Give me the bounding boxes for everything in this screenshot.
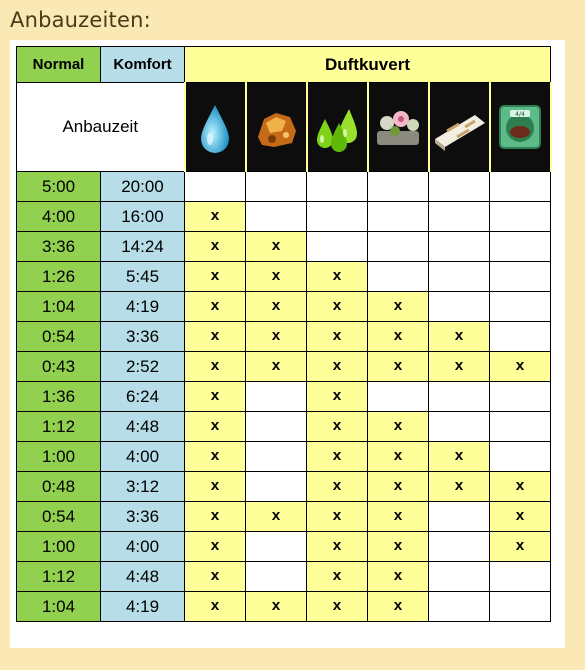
mark-cell: x (307, 502, 368, 532)
empty-cell (429, 562, 490, 592)
empty-cell (246, 202, 307, 232)
cultivation-time-table (16, 46, 552, 622)
empty-cell (490, 292, 551, 322)
normal-time-cell: 0:54 (17, 322, 101, 352)
mark-cell: x (185, 292, 246, 322)
empty-cell (246, 532, 307, 562)
mark-cell: x (246, 592, 307, 622)
mark-cell: x (307, 292, 368, 322)
empty-cell (490, 202, 551, 232)
mark-cell: x (368, 412, 429, 442)
normal-time-cell: 0:54 (17, 502, 101, 532)
normal-time-cell: 0:43 (17, 352, 101, 382)
normal-time-cell: 1:00 (17, 442, 101, 472)
mark-cell: x (185, 382, 246, 412)
table-row (17, 502, 551, 532)
normal-time-cell: 1:36 (17, 382, 101, 412)
empty-cell (246, 382, 307, 412)
mark-cell: x (185, 352, 246, 382)
wrapped-parcel-icon (429, 83, 490, 172)
empty-cell (490, 382, 551, 412)
mark-cell: x (307, 472, 368, 502)
column-header-komfort: Komfort (101, 47, 185, 83)
mark-cell: x (246, 292, 307, 322)
mark-cell: x (185, 592, 246, 622)
empty-cell (307, 232, 368, 262)
mark-cell: x (490, 502, 551, 532)
normal-time-cell: 3:36 (17, 232, 101, 262)
mark-cell: x (307, 442, 368, 472)
empty-cell (490, 592, 551, 622)
empty-cell (429, 382, 490, 412)
empty-cell (429, 202, 490, 232)
table-row (17, 412, 551, 442)
mark-cell: x (490, 532, 551, 562)
mark-cell: x (185, 322, 246, 352)
empty-cell (185, 172, 246, 202)
mark-cell: x (185, 532, 246, 562)
row-label-anbauzeit: Anbauzeit (17, 83, 185, 172)
table-row (17, 562, 551, 592)
mark-cell: x (246, 322, 307, 352)
table-row (17, 232, 551, 262)
komfort-time-cell: 16:00 (101, 202, 185, 232)
empty-cell (368, 382, 429, 412)
empty-cell (246, 442, 307, 472)
flower-arrangement-icon (368, 83, 429, 172)
empty-cell (246, 412, 307, 442)
empty-cell (490, 322, 551, 352)
mark-cell: x (185, 502, 246, 532)
normal-time-cell: 1:12 (17, 562, 101, 592)
mark-cell: x (307, 382, 368, 412)
empty-cell (429, 292, 490, 322)
empty-cell (246, 562, 307, 592)
komfort-time-cell: 4:48 (101, 412, 185, 442)
gift-badge-label: 4/4 (515, 111, 525, 118)
water-drop-icon (185, 83, 246, 172)
komfort-time-cell: 4:00 (101, 442, 185, 472)
mark-cell: x (307, 262, 368, 292)
mark-cell: x (246, 232, 307, 262)
empty-cell (490, 262, 551, 292)
normal-time-cell: 1:04 (17, 592, 101, 622)
table-row (17, 442, 551, 472)
mark-cell: x (185, 412, 246, 442)
column-header-duftkuvert: Duftkuvert (185, 47, 551, 83)
mark-cell: x (307, 352, 368, 382)
mark-cell: x (246, 262, 307, 292)
mark-cell: x (429, 472, 490, 502)
empty-cell (429, 262, 490, 292)
mark-cell: x (185, 442, 246, 472)
normal-time-cell: 1:12 (17, 412, 101, 442)
mark-cell: x (185, 262, 246, 292)
table-row (17, 292, 551, 322)
komfort-time-cell: 5:45 (101, 262, 185, 292)
empty-cell (429, 232, 490, 262)
table-row (17, 472, 551, 502)
mark-cell: x (185, 232, 246, 262)
komfort-time-cell: 4:00 (101, 532, 185, 562)
mark-cell: x (185, 472, 246, 502)
komfort-time-cell: 3:36 (101, 322, 185, 352)
komfort-time-cell: 14:24 (101, 232, 185, 262)
gift-badge-icon (490, 83, 551, 172)
table-row (17, 202, 551, 232)
komfort-time-cell: 3:36 (101, 502, 185, 532)
empty-cell (429, 412, 490, 442)
table-row (17, 532, 551, 562)
empty-cell (368, 262, 429, 292)
empty-cell (490, 412, 551, 442)
empty-cell (307, 202, 368, 232)
mark-cell: x (429, 442, 490, 472)
mark-cell: x (490, 352, 551, 382)
empty-cell (246, 472, 307, 502)
mark-cell: x (368, 562, 429, 592)
empty-cell (307, 172, 368, 202)
normal-time-cell: 1:26 (17, 262, 101, 292)
normal-time-cell: 1:00 (17, 532, 101, 562)
amber-resin-icon (246, 83, 307, 172)
mark-cell: x (368, 352, 429, 382)
mark-cell: x (307, 322, 368, 352)
mark-cell: x (368, 292, 429, 322)
table-row (17, 382, 551, 412)
page-heading: Anbauzeiten: (10, 8, 151, 32)
table-row (17, 592, 551, 622)
komfort-time-cell: 4:48 (101, 562, 185, 592)
mark-cell: x (368, 502, 429, 532)
mark-cell: x (307, 412, 368, 442)
komfort-time-cell: 20:00 (101, 172, 185, 202)
table-row (17, 172, 551, 202)
mark-cell: x (368, 442, 429, 472)
mark-cell: x (429, 352, 490, 382)
empty-cell (429, 502, 490, 532)
table-panel (10, 40, 565, 648)
column-header-normal: Normal (17, 47, 101, 83)
oil-drops-icon (307, 83, 368, 172)
komfort-time-cell: 6:24 (101, 382, 185, 412)
mark-cell: x (307, 562, 368, 592)
mark-cell: x (429, 322, 490, 352)
normal-time-cell: 0:48 (17, 472, 101, 502)
komfort-time-cell: 4:19 (101, 592, 185, 622)
komfort-time-cell: 4:19 (101, 292, 185, 322)
mark-cell: x (185, 562, 246, 592)
empty-cell (490, 172, 551, 202)
empty-cell (490, 232, 551, 262)
normal-time-cell: 1:04 (17, 292, 101, 322)
table-row (17, 262, 551, 292)
komfort-time-cell: 2:52 (101, 352, 185, 382)
empty-cell (368, 232, 429, 262)
mark-cell: x (185, 202, 246, 232)
table-row (17, 352, 551, 382)
empty-cell (490, 442, 551, 472)
empty-cell (368, 172, 429, 202)
normal-time-cell: 5:00 (17, 172, 101, 202)
table-row (17, 322, 551, 352)
empty-cell (368, 202, 429, 232)
mark-cell: x (490, 472, 551, 502)
mark-cell: x (307, 592, 368, 622)
mark-cell: x (368, 592, 429, 622)
empty-cell (429, 592, 490, 622)
empty-cell (490, 562, 551, 592)
mark-cell: x (246, 502, 307, 532)
mark-cell: x (368, 532, 429, 562)
empty-cell (246, 172, 307, 202)
mark-cell: x (307, 532, 368, 562)
mark-cell: x (368, 322, 429, 352)
mark-cell: x (368, 472, 429, 502)
komfort-time-cell: 3:12 (101, 472, 185, 502)
normal-time-cell: 4:00 (17, 202, 101, 232)
empty-cell (429, 532, 490, 562)
mark-cell: x (246, 352, 307, 382)
empty-cell (429, 172, 490, 202)
